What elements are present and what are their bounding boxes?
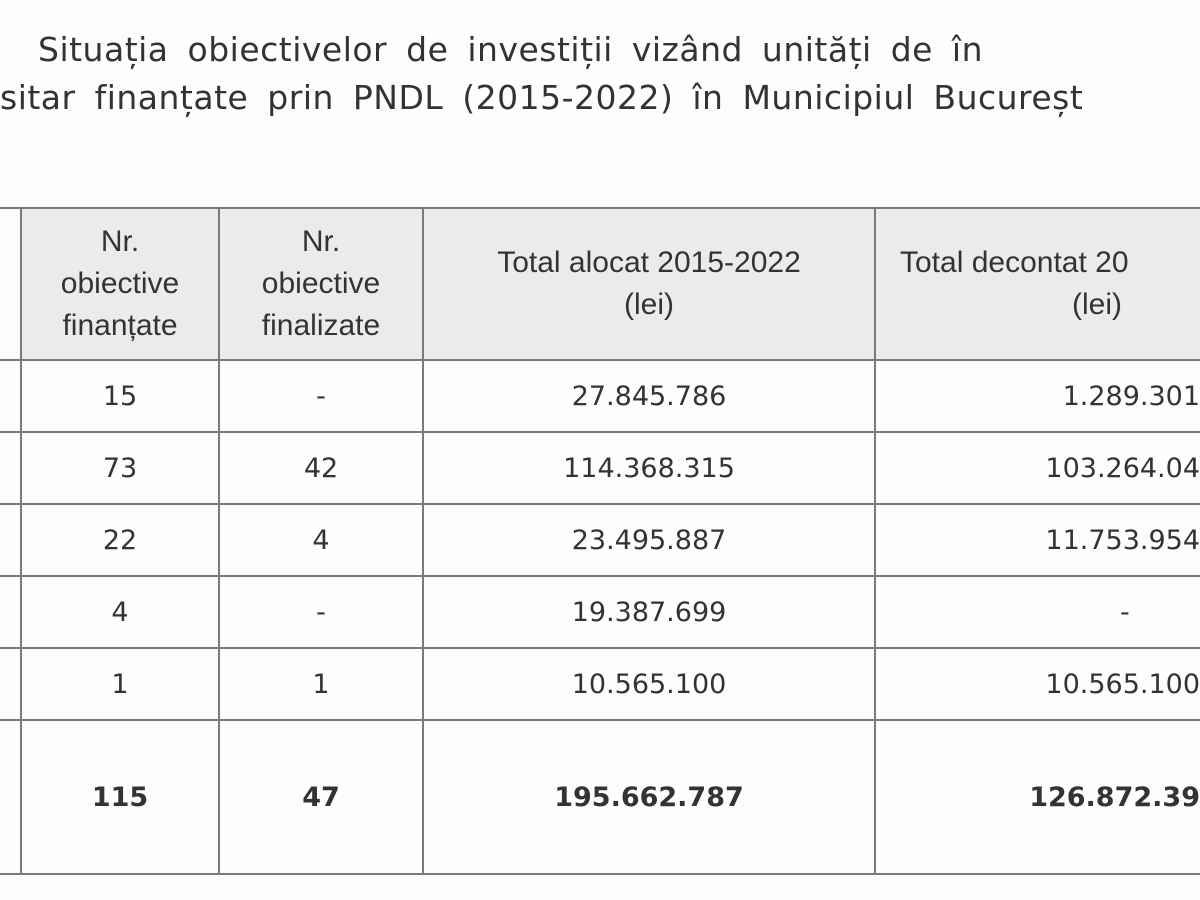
cell-finalizate: - [219,360,423,432]
cell-decontat: 103.264.04 [875,432,1200,504]
cell-alocat: 27.845.786 [423,360,875,432]
total-decontat: 126.872.39 [875,720,1200,874]
row-cell-first [0,720,21,874]
cell-alocat: 10.565.100 [423,648,875,720]
cell-finalizate: 4 [219,504,423,576]
row-cell-first [0,504,21,576]
row-cell-first [0,360,21,432]
row-cell-first [0,432,21,504]
header-cell-first [0,208,21,360]
table-header-row [0,208,1200,360]
header-line: (lei) [1072,288,1122,321]
header-nr-obiective-finantate [21,208,219,360]
total-finantate: 115 [21,720,219,874]
title-line-1: Situația obiectivelor de investiții vizând unități de în [38,30,984,69]
header-line: (lei) [624,288,674,321]
table-row [0,360,1200,432]
table-row [0,504,1200,576]
header-total-alocat [423,208,875,360]
document-title [0,26,1200,126]
cell-decontat: 1.289.301 [875,360,1200,432]
header-nr-obiective-finalizate [219,208,423,360]
cell-finalizate: 42 [219,432,423,504]
total-alocat: 195.662.787 [423,720,875,874]
table-row [0,648,1200,720]
table-row [0,576,1200,648]
header-line: finalizate [261,309,381,342]
cell-finantate: 4 [21,576,219,648]
cell-decontat: - [875,576,1200,648]
cell-alocat: 23.495.887 [423,504,875,576]
investment-table [0,207,1200,875]
header-line: Nr. [301,225,341,258]
cell-alocat: 19.387.699 [423,576,875,648]
total-finalizate: 47 [219,720,423,874]
header-line: Total alocat 2015-2022 [497,246,801,279]
cell-decontat: 11.753.954 [875,504,1200,576]
cell-finantate: 22 [21,504,219,576]
title-line-2: sitar finanțate prin PNDL (2015-2022) în Municipiul Bucureșt [0,78,1084,117]
header-line: Nr. [100,225,140,258]
table-row [0,432,1200,504]
cell-finantate: 1 [21,648,219,720]
cell-decontat: 10.565.100 [875,648,1200,720]
header-line: obiective [60,267,180,300]
cell-alocat: 114.368.315 [423,432,875,504]
table-total-row [0,720,1200,874]
cell-finalizate: - [219,576,423,648]
row-cell-first [0,648,21,720]
header-total-decontat [875,208,1200,360]
cell-finantate: 73 [21,432,219,504]
header-line: obiective [261,267,381,300]
cell-finantate: 15 [21,360,219,432]
row-cell-first [0,576,21,648]
header-line: finanțate [62,309,178,342]
cell-finalizate: 1 [219,648,423,720]
header-line: Total decontat 20 [900,246,1129,279]
